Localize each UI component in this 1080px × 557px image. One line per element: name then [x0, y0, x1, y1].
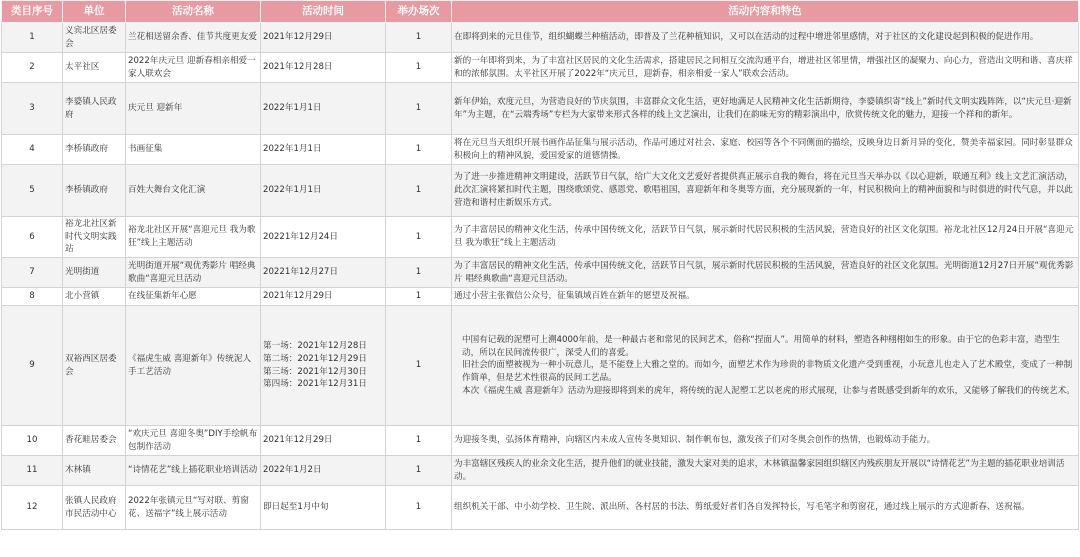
table-row	[2, 135, 1079, 165]
cell-unit: 光明街道	[63, 258, 126, 288]
table-row	[2, 306, 1079, 426]
table-row	[2, 83, 1079, 135]
table-row	[2, 165, 1079, 217]
cell-unit: 太平社区	[63, 53, 126, 83]
table-row	[2, 53, 1079, 83]
cell-activity-time: 2021年12月28日	[261, 53, 386, 83]
cell-activity-name: 2022年张镇元旦“写对联、剪窗花、送福字”线上展示活动	[126, 486, 261, 530]
cell-number: 3	[2, 83, 63, 135]
session-time: 第四场：2021年12月31日	[263, 379, 367, 390]
cell-count: 1	[386, 426, 452, 456]
cell-unit: 李婆镇人民政府	[63, 83, 126, 135]
session-time: 第三场：2021年12月30日	[263, 366, 367, 377]
cell-count: 1	[386, 486, 452, 530]
table-row	[2, 217, 1079, 258]
cell-count: 1	[386, 135, 452, 165]
cell-number: 9	[2, 306, 63, 426]
session-time: 第二场：2021年12月29日	[263, 353, 367, 364]
header-session-count: 举办场次	[386, 1, 452, 23]
cell-activity-name: 百姓大舞台文化汇演	[126, 165, 261, 217]
cell-unit: 李桥镇政府	[63, 165, 126, 217]
header-activity-time: 活动时间	[261, 1, 386, 23]
header-content-features: 活动内容和特色	[452, 1, 1079, 23]
table-row	[2, 456, 1079, 486]
header-row	[2, 1, 1079, 23]
cell-unit: 裕龙北社区新时代文明实践站	[63, 217, 126, 258]
table-row	[2, 23, 1079, 53]
cell-number: 10	[2, 426, 63, 456]
cell-unit: 双裕西区居委会	[63, 306, 126, 426]
table-row	[2, 426, 1079, 456]
cell-count: 1	[386, 306, 452, 426]
cell-activity-name: 光明街道开展“观优秀影片 唱经典歌曲“喜迎元旦活动	[126, 258, 261, 288]
cell-count: 1	[386, 258, 452, 288]
cell-description: 在即将到来的元旦佳节，组织蝴蝶兰种植活动，即普及了兰花种植知识，又可以在活动的过程中增进邻里感情，对于社区的文化建设起到积极的促进作用。	[452, 23, 1079, 53]
cell-description: 新年伊始，欢度元旦，为营造良好的节庆氛围，丰富群众文化生活，更好地满足人民精神文化生活新期待，李婆镇织寄“线上”新时代文明实践阵阵，以“庆元旦·迎新年”为主题，在“云端秀场”专栏为大家带来形式各样的线上文艺演出，让我们在韵味无穷的精彩演出中，欣赏传统文化的魅力，迎接一个祥和的新年。	[452, 83, 1079, 135]
cell-description: 组织机关干部、中小幼学校、卫生院、派出所、各村居的书法、剪纸爱好者们各自发挥特长，写毛笔字和剪窗花，通过线上展示的方式迎新春、送祝福。	[452, 486, 1079, 530]
cell-unit: 李桥镇政府	[63, 135, 126, 165]
cell-activity-time: 2022年1月1日	[261, 83, 386, 135]
cell-number: 2	[2, 53, 63, 83]
cell-description: 将在元旦当天组织开展书画作品征集与展示活动，作品可通过对社会、家庭、校园等各个不同侧面的描绘，反映身边日新月异的变化，赞美幸福家园。同时彰显群众积极向上的精神风貌，爱国爱家的道德情操。	[452, 135, 1079, 165]
cell-activity-time	[261, 306, 386, 426]
cell-description: 新的一年即将到来，为了丰富社区居民的文化生活需求，搭建居民之间相互交流沟通平台，增进社区邻里情，增强社区的凝聚力、向心力，营造出文明和谐、喜庆祥和的浓郁氛围。太平社区开展了2022年“庆元旦，迎新春，相亲相爱一家人”联欢会活动。	[452, 53, 1079, 83]
cell-description: 为丰富辖区残疾人的业余文化生活，提升他们的就业技能，激发大家对美的追求，木林镇温馨家园组织辖区内残疾朋友开展以“诗情花艺”为主题的插花职业培训活动。	[452, 456, 1079, 486]
cell-activity-time: 2021年12月29日	[261, 23, 386, 53]
cell-number: 5	[2, 165, 63, 217]
cell-count: 1	[386, 288, 452, 306]
cell-activity-time: 20221年12月27日	[261, 258, 386, 288]
cell-count: 1	[386, 53, 452, 83]
cell-activity-name: 2022年庆元旦 迎新春相亲相爱一家人联欢会	[126, 53, 261, 83]
cell-unit: 北小营镇	[63, 288, 126, 306]
cell-number: 11	[2, 456, 63, 486]
cell-description: 为迎接冬奥，弘扬体育精神，向辖区内未成人宣传冬奥知识、制作帆布包，激发孩子们对冬奥会创作的热情，也锻炼动手能力。	[452, 426, 1079, 456]
cell-activity-time: 2021年12月29日	[261, 426, 386, 456]
description-paragraph: 本次《福虎生威 喜迎新年》活动为迎接即将到来的虎年，将传统的泥人泥塑工艺以老虎的形式展现，让参与者既感受到新年的欢乐，又能够了解我们的传统艺术。	[462, 385, 1075, 396]
activity-table	[1, 0, 1079, 530]
cell-number: 12	[2, 486, 63, 530]
header-category-number: 类目序号	[2, 1, 63, 23]
description-paragraph: 中国有记载的泥塑可上溯4000年前，是一种最古老和常见的民间艺术，俗称“捏面人”。用简单的材料，塑造各种栩栩如生的形象。由于它的色彩丰富，造型生动，所以在民间流传很广，深受人们的喜爱。	[462, 334, 1060, 358]
cell-activity-name: 书画征集	[126, 135, 261, 165]
cell-activity-name: 兰花相送留余香、佳节共度更友爱	[126, 23, 261, 53]
table-row	[2, 258, 1079, 288]
cell-unit: 张镇人民政府市民活动中心	[63, 486, 126, 530]
cell-description: 为了丰富居民的精神文化生活，传承中国传统文化，活跃节日气氛，展示新时代居民积极的生活风貌，营造良好的社区文化氛围。裕龙北社区12月24日开展“喜迎元旦 我为歌狂”线上主题活动	[452, 217, 1079, 258]
cell-number: 4	[2, 135, 63, 165]
cell-activity-time: 2021年12月29日	[261, 288, 386, 306]
cell-count: 1	[386, 456, 452, 486]
cell-count: 1	[386, 83, 452, 135]
cell-count: 1	[386, 23, 452, 53]
table-row	[2, 288, 1079, 306]
cell-activity-name: “诗情花艺”线上插花职业培训活动	[126, 456, 261, 486]
session-time: 第一场：2021年12月28日	[263, 341, 367, 352]
cell-number: 6	[2, 217, 63, 258]
cell-activity-name: 在线征集新年心愿	[126, 288, 261, 306]
cell-unit: 香花畦居委会	[63, 426, 126, 456]
cell-activity-name: “欢庆元旦 喜迎冬奥”DIY手绘帆布包制作活动	[126, 426, 261, 456]
cell-activity-time: 20221年12月24日	[261, 217, 386, 258]
cell-description: 为了进一步推进精神文明建设，活跃节日气氛，给广大文化文艺爱好者提供真正展示自我的舞台，将在元旦当天举办以《以心迎新，联通互利》线上文艺汇演活动，此次汇演将紧扣时代主题，围绕歌颂党、感恩党、歌唱祖国，喜迎新年和冬奥等方面，充分展现新的一年，村民积极向上的精神面貌和与时俱进的时代气息，并以此营造和谐村庄新娱乐方式。	[452, 165, 1079, 217]
cell-description: 通过小营主张微信公众号，征集镇域百姓在新年的愿望及祝福。	[452, 288, 1079, 306]
cell-activity-name: 裕龙北社区开展“喜迎元旦 我为歌狂”线上主题活动	[126, 217, 261, 258]
cell-activity-name: 《福虎生威 喜迎新年》传统泥人手工艺活动	[126, 306, 261, 426]
table-row	[2, 486, 1079, 530]
cell-description: 为了丰富居民的精神文化生活，传承中国传统文化，活跃节日气氛，展示新时代居民积极的生活风貌，营造良好的社区文化氛围。光明街道12月27日开展“观优秀影片 唱经典歌曲“喜迎元旦活动。	[452, 258, 1079, 288]
cell-activity-time: 即日起至1月中旬	[261, 486, 386, 530]
cell-activity-name: 庆元旦 迎新年	[126, 83, 261, 135]
cell-activity-time: 2022年1月2日	[261, 456, 386, 486]
cell-activity-time: 2022年1月1日	[261, 135, 386, 165]
header-activity-name: 活动名称	[126, 1, 261, 23]
cell-activity-time: 2022年1月1日	[261, 165, 386, 217]
cell-unit: 义宾北区居委会	[63, 23, 126, 53]
cell-count: 1	[386, 217, 452, 258]
cell-description	[452, 306, 1079, 426]
cell-number: 7	[2, 258, 63, 288]
description-paragraph: 旧社会的面塑被视为一种小玩意儿，是不能登上大雅之堂的。而如今，面塑艺术作为珍贵的非物质文化遗产受到重视，小玩意儿也走入了艺术殿堂，变成了一种制作简单，但是艺术性很高的民间工艺品。	[462, 360, 1073, 384]
cell-number: 1	[2, 23, 63, 53]
header-unit: 单位	[63, 1, 126, 23]
cell-count: 1	[386, 165, 452, 217]
cell-number: 8	[2, 288, 63, 306]
cell-unit: 木林镇	[63, 456, 126, 486]
